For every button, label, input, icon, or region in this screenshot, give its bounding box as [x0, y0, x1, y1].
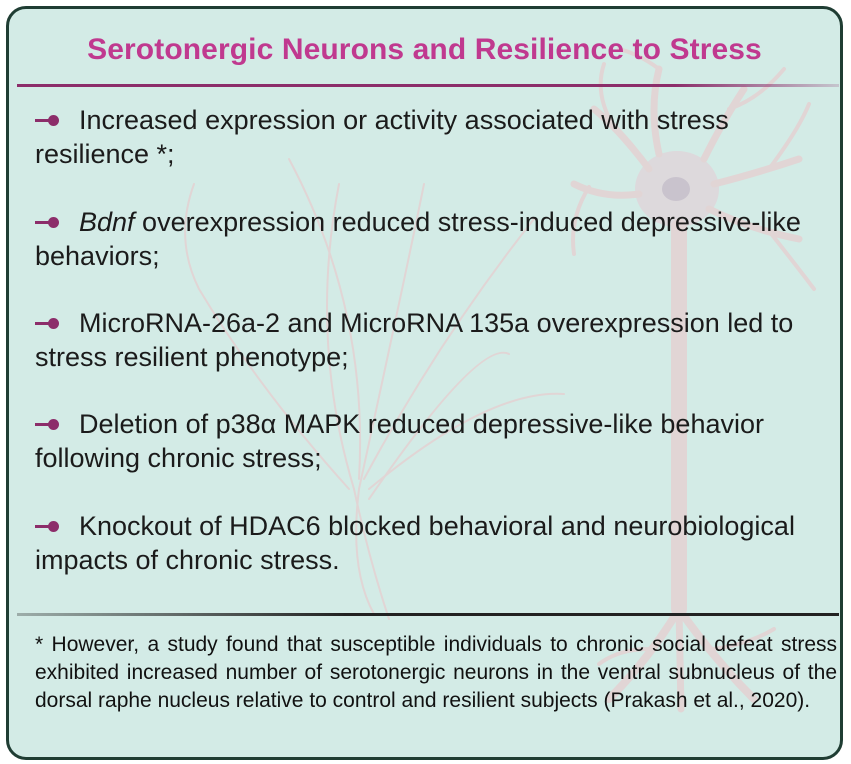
pin-bullet-icon	[35, 418, 61, 430]
item-text: overexpression reduced stress-induced depressive-like behaviors;	[35, 207, 801, 271]
footnote-divider	[17, 613, 839, 616]
list-item	[35, 205, 835, 273]
item-text: Increased expression or activity associated with stress resilience *;	[35, 105, 729, 169]
page-title: Serotonergic Neurons and Resilience to Stress	[87, 33, 762, 66]
pin-bullet-icon	[35, 216, 61, 228]
item-text: Deletion of p38α MAPK reduced depressive-like behavior following chronic stress;	[35, 409, 764, 473]
pin-bullet-icon	[35, 520, 61, 532]
list-item	[35, 306, 835, 374]
item-text: MicroRNA-26a-2 and MicroRNA 135a overexpression led to stress resilient phenotype;	[35, 308, 794, 372]
footnote: * However, a study found that susceptible individuals to chronic social defeat stress exhibited increased number of serotonergic neurons in the ventral subnucleus of the dorsal raphe nucleus relative to control and resilient subjects (Prakash et al., 2020).	[35, 633, 837, 712]
infographic-card	[6, 6, 843, 760]
gene-name: Bdnf	[79, 207, 135, 237]
pin-bullet-icon	[35, 114, 61, 126]
list-item	[35, 509, 835, 577]
item-text: Knockout of HDAC6 blocked behavioral and neurobiological impacts of chronic stress.	[35, 511, 795, 575]
list-item	[35, 103, 835, 171]
pin-bullet-icon	[35, 317, 61, 329]
finding-list	[35, 103, 835, 577]
title-divider	[17, 84, 839, 87]
list-item	[35, 407, 835, 475]
